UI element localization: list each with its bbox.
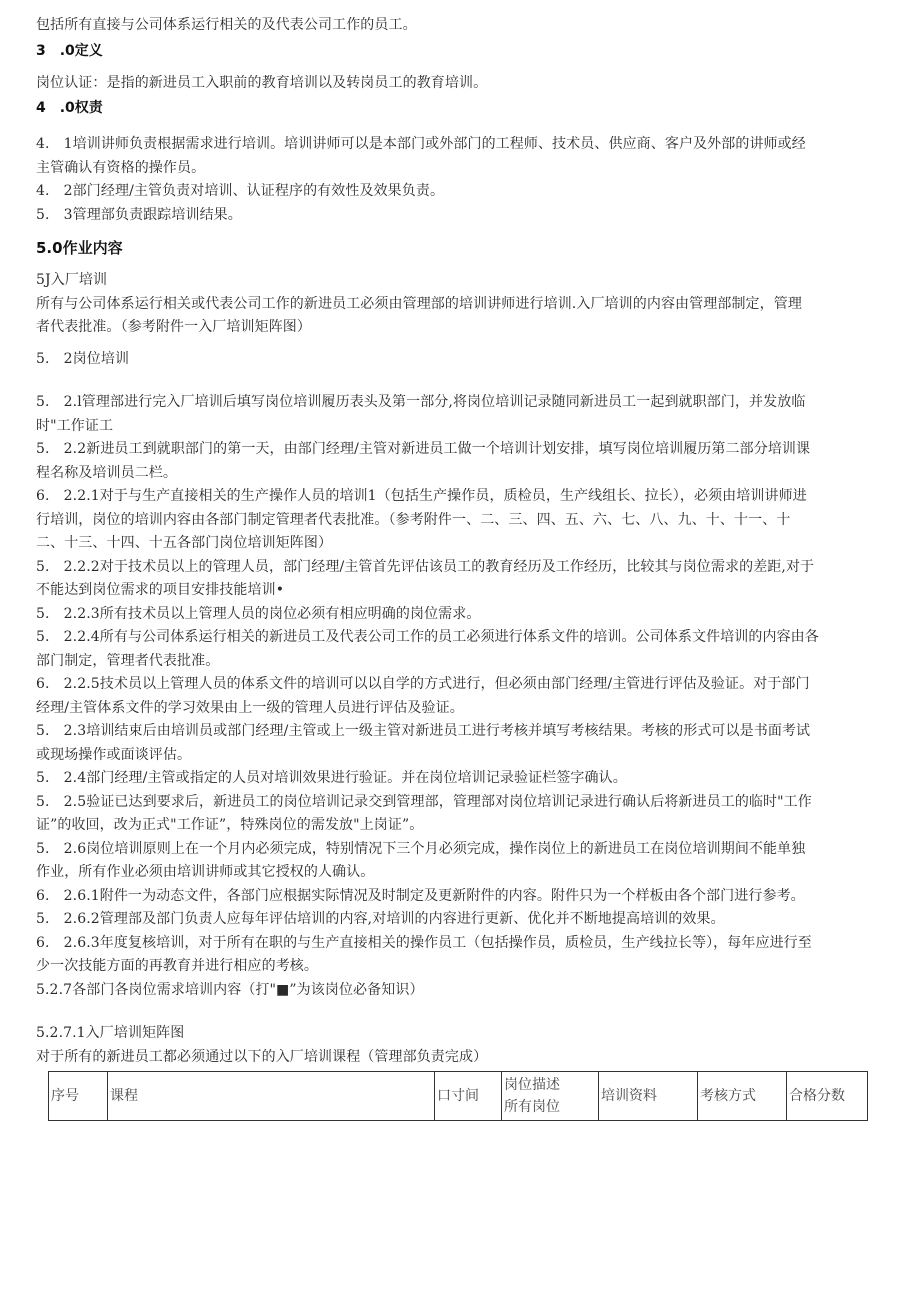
text-line: 行培训，岗位的培训内容由各部门制定管理者代表批准。（参考附件一、二、三、四、五、六、七、八、九、十、十一、十 (36, 511, 791, 528)
text-line: 6. 2.6.1附件一为动态文件，各部门应根据实际情况及时制定及更新附件的内容。附件只为一个样板由各个部门进行参考。 (36, 887, 805, 904)
text-line: 5. 2.3培训结束后由培训员或部门经理/主管或上一级主管对新进员工进行考核并填写考核结果。考核的形式可以是书面考试 (36, 723, 811, 739)
text-line: 5. 2.4部门经理/主管或指定的人员对培训效果进行验证。并在岗位培训记录验证栏签字确认。 (36, 770, 627, 786)
text-line: 5. 2.5验证已达到要求后，新进员工的岗位培训记录交到管理部，管理部对岗位培训记录进行确认后将新进员工的临时"工作 (36, 793, 812, 810)
text-line: 6. 2.6.3年度复核培训，对于所有在职的与生产直接相关的操作员工（包括操作员，质检员，生产线拉长等），每年应进行至 (36, 934, 812, 951)
text-line: 对于所有的新进员工都必须通过以下的入厂培训课程（管理部负责完成） (36, 1048, 488, 1065)
text-line: 5. 2.2.3所有技术员以上管理人员的岗位必须有相应明确的岗位需求。 (36, 605, 481, 622)
table-header-cell: 序号 (49, 1072, 108, 1121)
text-line: 经理/主管体系文件的学习效果由上一级的管理人员进行评估及验证。 (36, 699, 464, 716)
text-line: 5J入厂培训 (36, 272, 108, 288)
text-line: 二、十三、十四、十五各部门岗位培训矩阵图） (36, 535, 333, 551)
text-line: 作业，所有作业必须由培训讲师或其它授权的人确认。 (36, 864, 375, 880)
section-heading-definition: 3 .0定义 (36, 42, 103, 59)
text-line: 5.2.7.1入厂培训矩阵图 (36, 1025, 185, 1041)
text-line: 5. 2.6岗位培训原则上在一个月内必须完成，特别情况下三个月必须完成，操作岗位上的新进员工在岗位培训期间不能单独 (36, 840, 806, 857)
text-line: 4. 2部门经理/主管负责对培训、认证程序的有效性及效果负责。 (36, 183, 445, 199)
table-header-text: 所有岗位 (504, 1099, 560, 1115)
text-line: 岗位认证：是指的新进员工入职前的教育培训以及转岗员工的教育培训。 (36, 74, 488, 91)
table-header-cell: 考核方式 (698, 1072, 787, 1121)
table-header-row (49, 1072, 868, 1121)
text-line: 主管确认有资格的操作员。 (36, 159, 206, 176)
table-header-text: 岗位描述 (504, 1077, 560, 1093)
onboarding-training-matrix-table (48, 1071, 868, 1121)
text-line: 6. 2.2.1对于与生产直接相关的生产操作人员的培训1（包括生产操作员，质检员，生产线组长、拉长），必须由培训讲师进 (36, 488, 807, 504)
text-line: 5.2.7各部门各岗位需求培训内容（打"■”为该岗位必备知识） (36, 981, 424, 998)
table-header-cell-position (502, 1072, 599, 1121)
text-line: 5. 2.2.2对于技术员以上的管理人员，部门经理/主管首先评估该员工的教育经历及工作经历，比较其与岗位需求的差距,对于 (36, 558, 815, 575)
text-line: 者代表批准。（参考附件一入厂培训矩阵图） (36, 319, 311, 335)
text-line: 证”的收回，改为正式"工作证”，特殊岗位的需发放"上岗证”。 (36, 817, 424, 833)
text-line: 部门制定，管理者代表批准。 (36, 652, 220, 669)
table-header-cell: 口寸间 (435, 1072, 502, 1121)
table-header-cell: 培训资料 (599, 1072, 698, 1121)
text-line: 4. 1培训讲师负责根据需求进行培训。培训讲师可以是本部门或外部门的工程师、技术员、供应商、客户及外部的讲师或经 (36, 136, 806, 152)
text-line: 或现场操作或面谈评估。 (36, 746, 192, 763)
text-line: 少一次技能方面的再教育并进行相应的考核。 (36, 958, 318, 974)
text-line: 程名称及培训员二栏。 (36, 464, 177, 481)
text-line: 5. 2岗位培训 (36, 350, 130, 367)
section-heading-work-content: 5.0作业内容 (36, 239, 123, 257)
section-heading-responsibility: 4 .0权责 (36, 100, 103, 116)
text-line: 5. 3管理部负责跟踪培训结果。 (36, 206, 242, 223)
text-line: 6. 2.2.5技术员以上管理人员的体系文件的培训可以以自学的方式进行，但必须由部门经理/主管进行评估及验证。对于部门 (36, 676, 810, 692)
text-line: 包括所有直接与公司体系运行相关的及代表公司工作的员工。 (36, 17, 417, 33)
document-page (36, 14, 884, 1121)
table-header-cell: 合格分数 (787, 1072, 868, 1121)
text-line: 5. 2.l管理部进行完入厂培训后填写岗位培训履历表头及第一部分,将岗位培训记录随同新进员工一起到就职部门，并发放临 (36, 394, 806, 410)
text-line: 不能达到岗位需求的项目安排技能培训• (36, 582, 285, 598)
table-header-cell: 课程 (108, 1072, 435, 1121)
text-line: 所有与公司体系运行相关或代表公司工作的新进员工必须由管理部的培训讲师进行培训.入厂培训的内容由管理部制定，管理 (36, 295, 802, 312)
text-line: 5. 2.2.4所有与公司体系运行相关的新进员工及代表公司工作的员工必须进行体系文件的培训。公司体系文件培训的内容由各 (36, 629, 819, 645)
text-line: 5. 2.6.2管理部及部门负责人应每年评估培训的内容,对培训的内容进行更新、优化并不断地提高培训的效果。 (36, 911, 725, 927)
text-line: 5. 2.2新进员工到就职部门的第一天，由部门经理/主管对新进员工做一个培训计划安排，填写岗位培训履历第二部分培训课 (36, 441, 811, 457)
text-line: 时"工作证工 (36, 417, 114, 434)
